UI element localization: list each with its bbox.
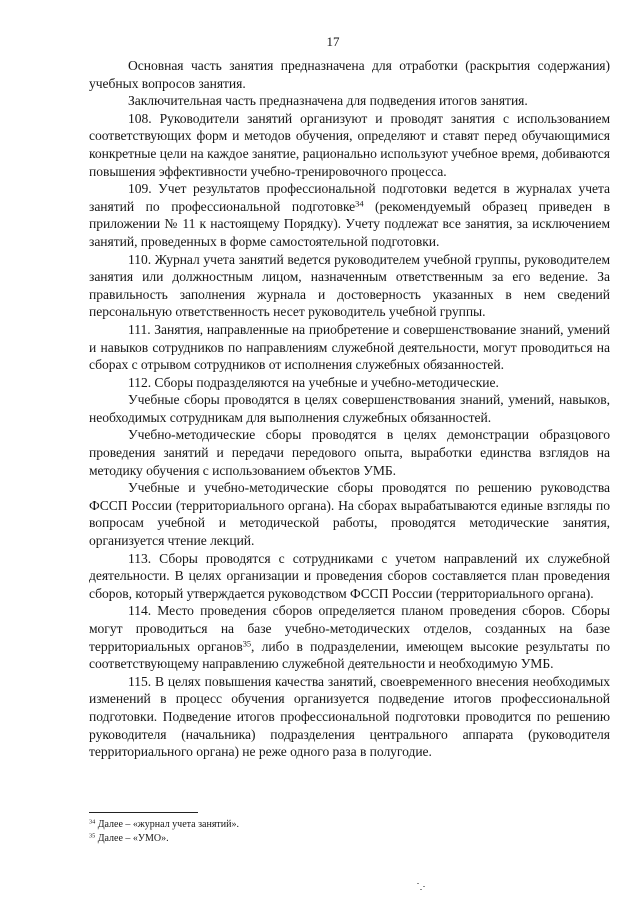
footnote-mark: 35 [89,832,96,840]
paragraph-text-tail: (рекомендуемый образец приведен в приложении № 11 к настоящему Порядку). Учету подлежат все занятия, за исключением занятий, проведенных в форме самостоятельной подготовки. [89,198,610,249]
body-text [89,57,610,761]
paragraph: 115. В целях повышения качества занятий, своевременного внесения необходимых изменений в процесс обучения организуется подведение итогов профессиональной подготовки. Подведение итогов профессиональной подготовки проводится по решению руководителя (начальника) подразделения центрального аппарата (руководителя территориального органа) не реже одного раза в полугодие. [89,673,610,760]
footnote-separator [89,812,198,813]
footnote [89,818,389,832]
paragraph-text-tail: , либо в подразделении, имеющем высокие результаты по соответствующему направлению служебной деятельности и необходимую УМБ. [89,638,610,672]
footnote-reference: 35 [242,637,252,648]
footnote-reference: 34 [355,198,364,209]
footnotes [89,818,389,846]
paragraph: Заключительная часть предназначена для подведения итогов занятия. [128,93,528,109]
footnote-mark: 34 [89,818,96,826]
page-number: 17 [326,34,340,49]
paragraph-text: 109. Учет результатов профессиональной подготовки ведется в журналах учета занятий по профессиональной подготовке [89,181,610,214]
paragraph: 108. Руководители занятий организуют и проводят занятия с использованием соответствующих форм и методов обучения, определяют и ставят перед обучающимися конкретные цели на каждое занятие, рационально используют учебное время, добиваются повышения эффективности учебно-тренировочного процесса. [89,110,610,179]
paragraph-with-footnote [89,180,610,250]
paragraph: Учебные сборы проводятся в целях совершенствования знаний, умений, навыков, необходимых сотрудникам для выполнения служебных обязанностей. [89,392,610,425]
paragraph: 113. Сборы проводятся с сотрудниками с учетом направлений их служебной деятельности. В целях организации и проведения сборов составляется план проведения сборов, который утверждается руководством ФССП России (территориального органа). [89,550,610,601]
paragraph: Учебные и учебно-методические сборы проводятся по решению руководства ФССП России (территориального органа). На сборах вырабатываются единые взгляды по вопросам учебной и методической работы, проводятся методические занятия, организуется чтение лекций. [89,480,610,549]
footnote [89,832,389,846]
paragraph: Основная часть занятия предназначена для отработки (раскрытия содержания) учебных вопросов занятия. [89,58,610,91]
scan-speck [417,883,419,884]
footnote-text: Далее – «УМО». [95,833,169,844]
paragraph-text: 114. Место проведения сборов определяется планом проведения сборов. Сборы могут проводиться на базе учебно-методических отделов, созданных на базе территориальных органов [89,603,610,654]
paragraph: 110. Журнал учета занятий ведется руководителем учебной группы, руководителем занятия или должностным лицом, назначенным ответственным за его ведение. За правильность заполнения журнала и достоверность указанных в нем сведений персональную ответственность несет руководитель учебной группы. [89,251,610,320]
scan-speck [420,889,422,890]
footnote-text: Далее – «журнал учета занятий». [95,819,239,830]
paragraph-with-footnote [89,602,610,672]
paragraph: 112. Сборы подразделяются на учебные и учебно-методические. [128,374,499,390]
paragraph: Учебно-методические сборы проводятся в целях демонстрации образцового проведения занятий и передачи передового опыта, выработки единства взглядов на методику обучения с использованием объектов УМБ. [89,427,610,478]
paragraph: 111. Занятия, направленные на приобретение и совершенствование знаний, умений и навыков сотрудников по направлениям служебной деятельности, могут проводиться на сборах с отрывом сотрудников от исполнения служебных обязанностей. [89,321,610,373]
scan-speck [423,886,425,887]
